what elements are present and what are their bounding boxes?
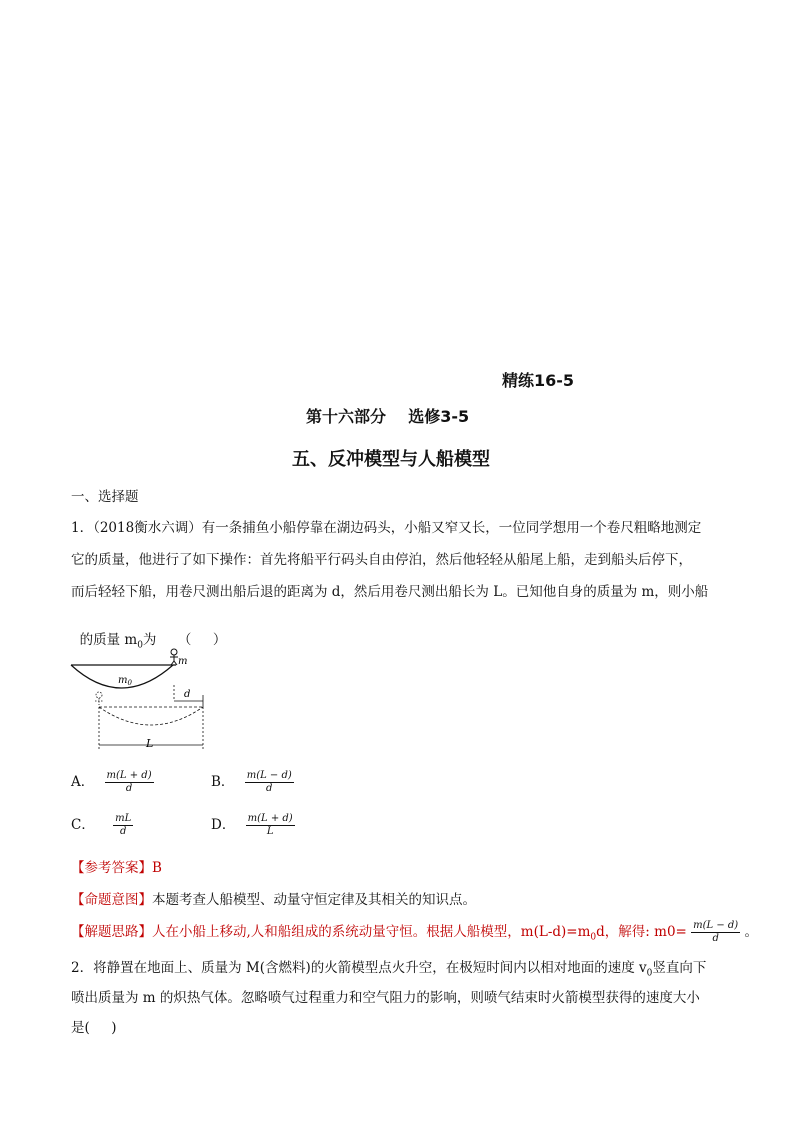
q2-line-3: 是( ): [71, 1020, 117, 1036]
part-title: 第十六部分 选修3-5: [306, 407, 470, 426]
q1-line-1: 1．（2018衡水六调）有一条捕鱼小船停靠在湖边码头，小船又窄又长，一位同学想用一个卷尺粗略地测定: [71, 520, 702, 536]
q2-line-2: 喷出质量为 m 的炽热气体。忽略喷气过程重力和空气阻力的影响，则喷气结束时火箭模型获得的速度大小: [71, 990, 700, 1006]
q1-line-4: 的质量 $m_0$为 （ ）: [79, 632, 227, 651]
reference-answer: 【参考答案】B: [71, 860, 162, 876]
section-title: 五、反冲模型与人船模型: [292, 449, 490, 470]
option-b[interactable]: B． $\frac{m(L - d)}{d}$: [211, 770, 292, 794]
svg-text:m0: $m_0$: [118, 675, 132, 687]
svg-text:d: d: [184, 689, 191, 700]
q1-line-3: 而后轻轻下船，用卷尺测出船后退的距离为 d，然后用卷尺测出船长为 L。已知他自身的质量为 m，则小船: [71, 584, 709, 600]
option-a[interactable]: A． $\frac{m(L + d)}{d}$: [71, 770, 152, 794]
person-icon: [170, 649, 178, 665]
svg-text:m: m: [178, 656, 188, 667]
q2-line-1: 2．将静置在地面上、质量为 M(含燃料)的火箭模型点火升空，在极短时间内以相对地面的速度 $v_0$竖直向下: [71, 960, 707, 979]
question-intent: 【命题意图】本题考查人船模型、动量守恒定律及其相关的知识点。: [71, 892, 476, 908]
svg-text:L: L: [146, 737, 154, 750]
q1-line-2: 它的质量，他进行了如下操作：首先将船平行码头自由停泊，然后他轻轻从船尾上船，走到船头后停下，: [71, 552, 692, 568]
person-dashed-icon: [95, 692, 103, 705]
section-label: 一、选择题: [71, 489, 139, 505]
exercise-code: 精练16-5: [502, 371, 575, 390]
option-d[interactable]: D． $\frac{m(L + d)}{L}$: [211, 813, 293, 837]
option-c[interactable]: C． $\frac{mL}{d}$: [71, 813, 132, 837]
solution-line: 【解题思路】人在小船上移动,人和船组成的系统动量守恒。根据人船模型，$m(L-d)=m_0d$，解得: m0= $\frac{m(L - d)}{d}$ 。: [71, 920, 759, 944]
boat-hull-dashed: [99, 707, 203, 725]
boat-figure: [66, 643, 216, 751]
